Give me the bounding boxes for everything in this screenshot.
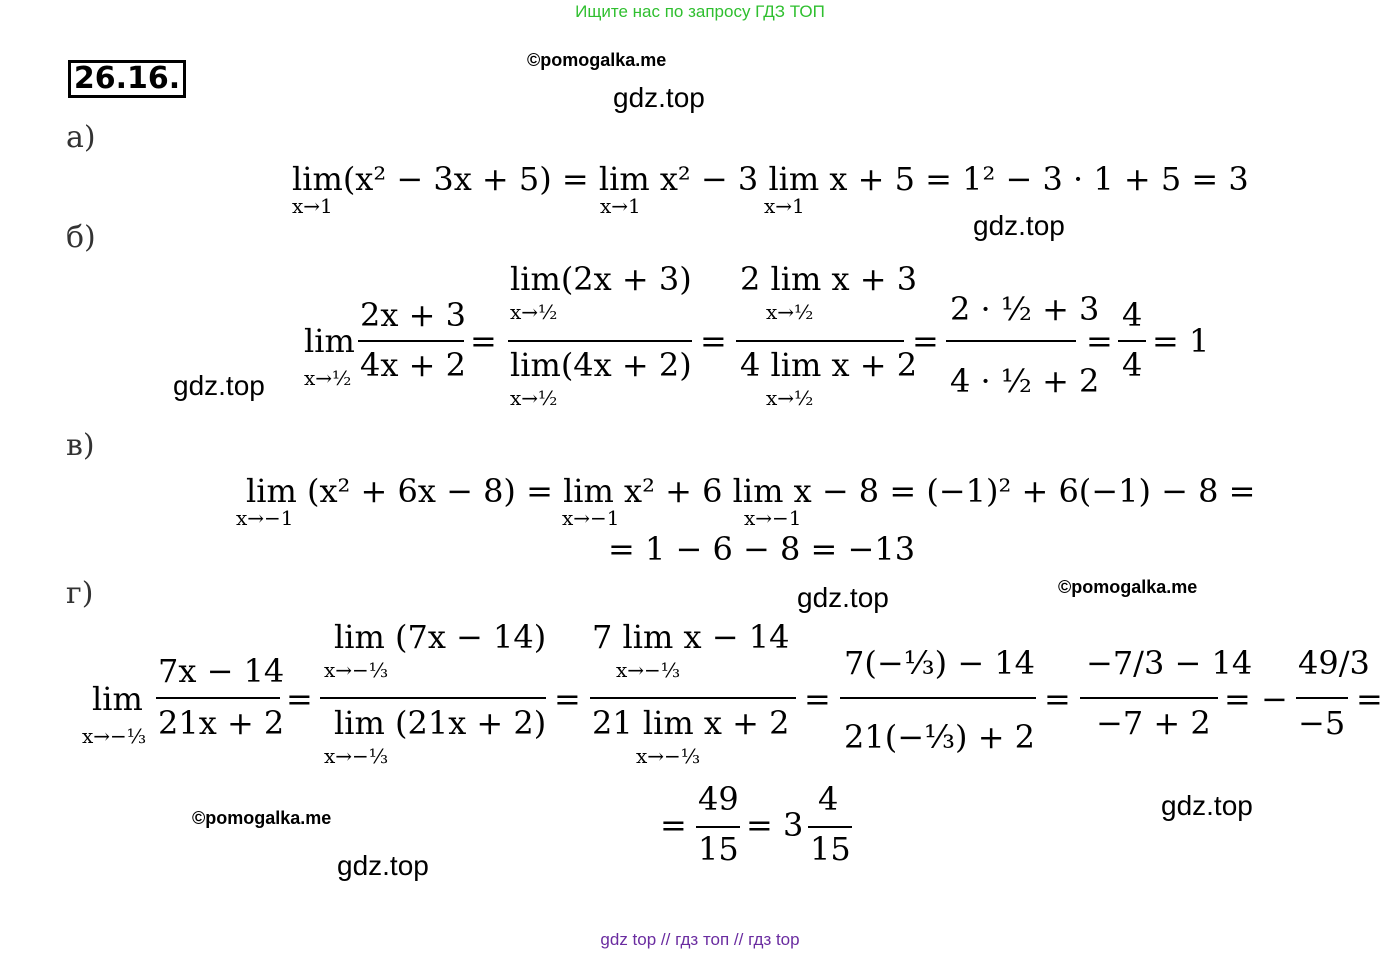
equals-sign: = — [1044, 680, 1071, 718]
fraction-numerator: 49/3 — [1298, 644, 1370, 682]
fraction-denominator: lim(4x + 2) — [510, 346, 692, 384]
watermark-gdz: gdz.top — [973, 210, 1065, 241]
part-label-a: а) — [66, 120, 96, 155]
fraction-bar — [1296, 697, 1348, 699]
watermark-gdz: gdz.top — [173, 370, 265, 401]
fraction-numerator: 2 lim x + 3 — [740, 260, 918, 298]
part-v-equation: lim (x² + 6x − 8) = lim x² + 6 lim x − 8 = (−1)² + 6(−1) − 8 = — [246, 472, 1256, 510]
equals-sign: = — [1356, 680, 1383, 718]
problem-number: 26.16. — [68, 60, 186, 98]
fraction-numerator: 49 — [698, 780, 739, 818]
limit-operator: lim — [304, 322, 355, 360]
watermark-gdz: gdz.top — [797, 582, 889, 613]
equals-sign: = — [470, 322, 497, 360]
watermark-copyright: ©pomogalka.me — [192, 808, 332, 828]
watermark-copyright: ©pomogalka.me — [1058, 577, 1198, 597]
limit-subscript: x→1 — [600, 194, 641, 218]
part-a-equation: lim(x² − 3x + 5) = lim x² − 3 lim x + 5 = 1² − 3 · 1 + 5 = 3 — [292, 160, 1249, 198]
equals-sign: = — [554, 680, 581, 718]
fraction-numerator: 7(−⅓) − 14 — [844, 644, 1036, 682]
watermark-gdz: gdz.top — [337, 850, 429, 881]
limit-subscript: x→−1 — [744, 506, 802, 530]
fraction-bar — [320, 697, 546, 699]
fraction-bar — [156, 697, 280, 699]
fraction-numerator: 4 — [818, 780, 839, 818]
fraction-denominator: 4 · ½ + 2 — [950, 362, 1100, 400]
equals-minus: = − — [1224, 680, 1288, 718]
limit-subscript: x→−⅓ — [324, 744, 389, 768]
limit-subscript: x→½ — [304, 366, 352, 390]
fraction-denominator: 15 — [810, 830, 851, 868]
fraction-denominator: 4 lim x + 2 — [740, 346, 918, 384]
equals-sign: = — [1086, 322, 1113, 360]
fraction-bar — [1080, 697, 1218, 699]
limit-operator: lim — [92, 680, 143, 718]
fraction-numerator: 2x + 3 — [360, 296, 466, 334]
equals-sign: = — [660, 806, 687, 844]
limit-subscript: x→1 — [764, 194, 805, 218]
limit-subscript: x→−⅓ — [616, 658, 681, 682]
fraction-denominator: −5 — [1298, 704, 1346, 742]
watermark-copyright: ©pomogalka.me — [527, 50, 667, 70]
fraction-numerator: −7/3 − 14 — [1086, 644, 1253, 682]
watermark-gdz: gdz.top — [613, 82, 705, 113]
fraction-denominator: −7 + 2 — [1096, 704, 1211, 742]
fraction-numerator: 2 · ½ + 3 — [950, 290, 1100, 328]
limit-subscript: x→½ — [766, 300, 814, 324]
fraction-numerator: lim (7x − 14) — [334, 618, 547, 656]
footer-links[interactable]: gdz top // гдз топ // гдз top — [600, 930, 800, 949]
fraction-numerator: lim(2x + 3) — [510, 260, 692, 298]
fraction-bar — [590, 697, 796, 699]
limit-subscript: x→½ — [510, 300, 558, 324]
fraction-bar — [808, 826, 852, 828]
limit-subscript: x→1 — [292, 194, 333, 218]
watermark-gdz: gdz.top — [1161, 790, 1253, 821]
part-label-b: б) — [66, 220, 96, 255]
fraction-numerator: 7x − 14 — [158, 652, 285, 690]
fraction-bar — [696, 826, 740, 828]
fraction-numerator: 7 lim x − 14 — [592, 618, 790, 656]
equals-sign: = — [700, 322, 727, 360]
limit-subscript: x→−⅓ — [82, 724, 147, 748]
limit-subscript: x→−⅓ — [324, 658, 389, 682]
part-label-v: в) — [66, 428, 95, 463]
limit-subscript: x→−⅓ — [636, 744, 701, 768]
mixed-number-whole: = 3 — [746, 806, 804, 844]
fraction-denominator: 21x + 2 — [158, 704, 285, 742]
limit-subscript: x→−1 — [236, 506, 294, 530]
limit-subscript: x→−1 — [562, 506, 620, 530]
fraction-denominator: 4x + 2 — [360, 346, 466, 384]
fraction-denominator: lim (21x + 2) — [334, 704, 547, 742]
fraction-denominator: 21(−⅓) + 2 — [844, 718, 1036, 756]
fraction-denominator: 4 — [1122, 346, 1143, 384]
equals-sign: = — [912, 322, 939, 360]
limit-subscript: x→½ — [766, 386, 814, 410]
fraction-bar — [840, 697, 1036, 699]
fraction-numerator: 4 — [1122, 296, 1143, 334]
limit-subscript: x→½ — [510, 386, 558, 410]
top-banner: Ищите нас по запросу ГДЗ ТОП — [575, 2, 825, 21]
part-v-result: = 1 − 6 − 8 = −13 — [608, 530, 916, 568]
fraction-bar — [946, 340, 1076, 342]
fraction-bar — [508, 340, 692, 342]
part-label-g: г) — [66, 576, 94, 611]
fraction-denominator: 15 — [698, 830, 739, 868]
equals-sign: = — [286, 680, 313, 718]
fraction-denominator: 21 lim x + 2 — [592, 704, 790, 742]
fraction-bar — [736, 340, 904, 342]
equals-sign: = — [804, 680, 831, 718]
fraction-bar — [358, 340, 464, 342]
result: = 1 — [1152, 322, 1210, 360]
fraction-bar — [1118, 340, 1146, 342]
